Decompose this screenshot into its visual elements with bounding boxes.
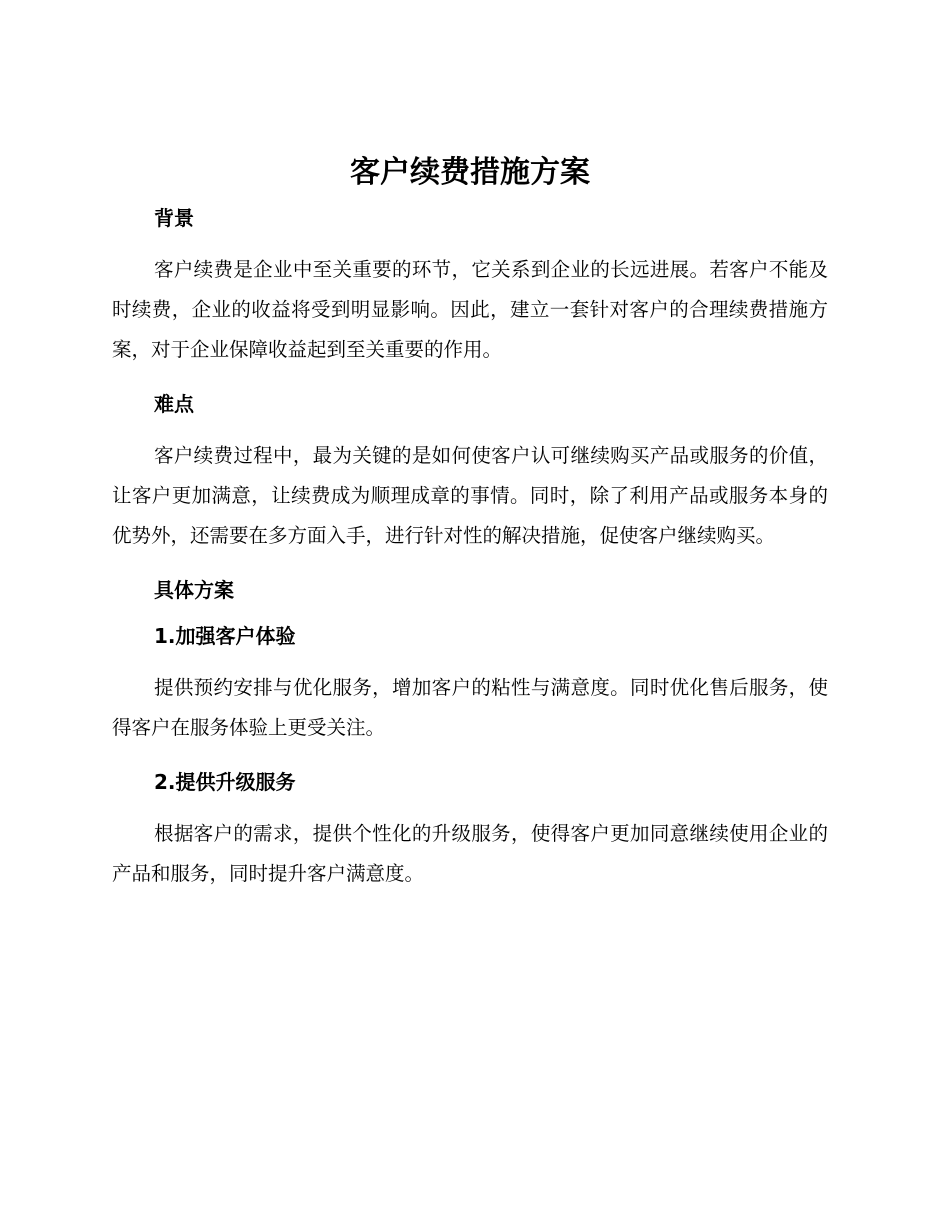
paragraph-difficulties: 客户续费过程中，最为关键的是如何使客户认可继续购买产品或服务的价值，让客户更加满意，让续费成为顺理成章的事情。同时，除了利用产品或服务本身的优势外，还需要在多方面入手，进行针对性的解决措施，促使客户继续购买。 [112,444,828,547]
heading-difficulties: 难点 [154,392,194,416]
heading-customer-experience: 1.加强客户体验 [154,624,296,648]
heading-background: 背景 [154,206,194,230]
heading-upgrade-service: 2.提供升级服务 [154,770,296,794]
document-title: 客户续费措施方案 [350,155,590,190]
paragraph-customer-experience: 提供预约安排与优化服务，增加客户的粘性与满意度。同时优化售后服务，使得客户在服务体验上更受关注。 [112,676,828,739]
paragraph-background: 客户续费是企业中至关重要的环节，它关系到企业的长远进展。若客户不能及时续费，企业的收益将受到明显影响。因此，建立一套针对客户的合理续费措施方案，对于企业保障收益起到至关重要的作用。 [112,258,828,361]
paragraph-upgrade-service: 根据客户的需求，提供个性化的升级服务，使得客户更加同意继续使用企业的产品和服务，同时提升客户满意度。 [112,822,828,885]
heading-specific-plan: 具体方案 [154,578,234,602]
document-content [112,152,828,914]
